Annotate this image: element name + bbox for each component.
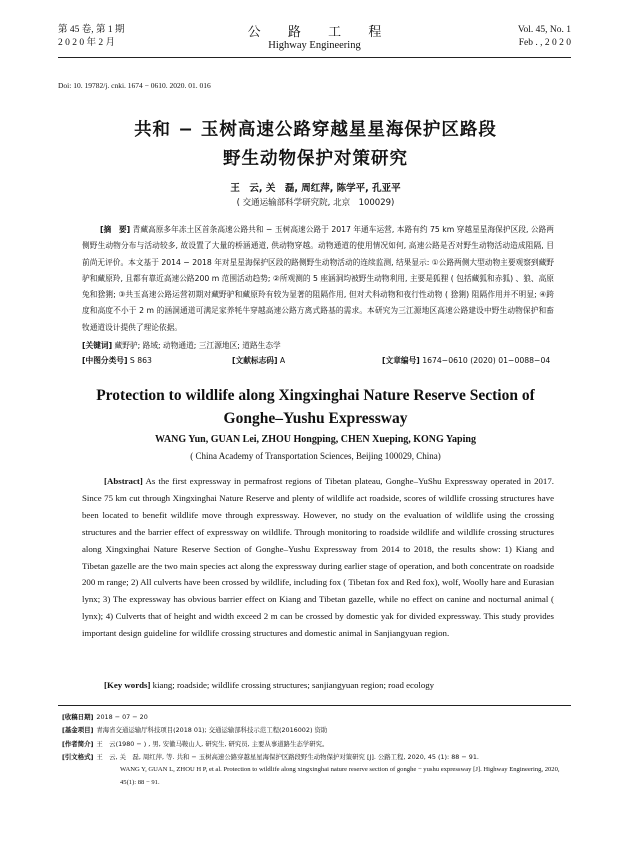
keywords-en	[82, 680, 554, 690]
clc-value: S 863	[129, 356, 152, 365]
keywords-en-label: [Key words]	[104, 680, 151, 690]
keywords-en-text: kiang; roadside; wildlife crossing structures; sanjiangyuan region; road ecology	[152, 680, 435, 690]
title-en-line2: Gonghe–Yushu Expressway	[223, 410, 408, 427]
authors-cn: 王 云, 关 磊, 周红萍, 陈学平, 孔亚平	[230, 183, 401, 194]
title-en-line1: Protection to wildlife along Xingxinghai Nature Reserve Section of	[96, 387, 535, 404]
keywords-cn	[82, 338, 554, 354]
abstract-en	[82, 473, 554, 642]
clc-label: [中图分类号]	[82, 356, 128, 365]
journal-name-cn: 公 路 工 程	[247, 24, 394, 39]
classification-cn	[82, 355, 554, 366]
keywords-cn-text: 藏野驴; 路域; 动物通道; 三江源地区; 道路生态学	[114, 341, 281, 350]
title-en	[0, 384, 631, 430]
volume-en: Vol. 45, No. 1	[517, 25, 571, 35]
doc-code-value: A	[279, 356, 286, 365]
footnote-divider	[58, 705, 571, 706]
abstract-en-label: [Abstract]	[104, 476, 143, 486]
abstract-cn	[82, 222, 554, 336]
title-cn	[0, 116, 631, 174]
footnotes	[62, 711, 571, 789]
header-right	[518, 24, 571, 50]
article-no-value: 1674−0610 (2020) 01−0088−04	[422, 356, 551, 365]
footnote-fund: [基金项目] 青海省交通运输厅科技项目(2018 01); 交通运输部科技示范工程(2016002) 资助	[62, 726, 328, 735]
footnote-citation-cn: [引文格式] 王 云, 关 磊, 周红萍, 等. 共和 − 玉树高速公路穿越星星海保护区路段野生动物保护对策研究 [J]. 公路工程, 2020, 45 (1): 88 − 91.	[62, 752, 479, 761]
journal-header	[58, 14, 571, 58]
article-no-label: [文章编号]	[382, 356, 420, 365]
footnote-citation-en: WANG Y, GUAN L, ZHOU H P, et al. Protection to wildlife along xingxinghai nature reserve section of gonghe − yushu expressway [J]. Highway Engineering, 2020, 45(1): 88 − 91.	[120, 766, 560, 786]
doc-code-label: [文献标志码]	[232, 356, 278, 365]
journal-name-en: Highway Engineering	[268, 40, 361, 51]
footnote-author: [作者简介] 王 云(1980 − ) , 男, 安徽马鞍山人, 研究生, 研究员, 主要从事道路生态学研究。	[62, 739, 329, 748]
keywords-cn-label: [关键词]	[82, 341, 113, 350]
abstract-en-text: As the first expressway in permafrost regions of Tibetan plateau, Gonghe–YuShu Expressway operated in 2017. Since 75 km cut through Xingxinghai Nature Reserve and plenty of wildlife act roadside, scores of wildlife crossing structures have been located to benefit wildlife move through expressway. However, no study on the evaluation of wildlife using the crossing structures and the barrier effect of expressway on wildlife. Through monitoring to roadside wildlife and wildlife crossing structures along Xingxinghai Nature Reserve Section of Gonghe–Yushu Expressway from 2014 to 2018, the results show: 1) Kiang and Tibetan gazelle are the two main species act along the expressway during earlier stage of operation, and both concentrate on roadside 200 m range; 2) All culverts have been crossed by wildlife, including fox ( Tibetan fox and Red fox), wolf, Woolly hare and Eurasian lynx; 3) The expressway has obvious barrier effect on Kiang and Tibetan gazelle, while no effect on canine and nocturnal animal ( lynx); 4) Culverts that of height and width exceed 2 m can be crossed by domestic yak for divided expressway. This study provides important design guideline for wildlife crossing structures and domestic animal in Sanjiangyuan region.	[82, 476, 554, 639]
title-cn-line2: 野生动物保护对策研究	[223, 149, 408, 169]
abstract-cn-text: 青藏高原多年冻土区首条高速公路共和 − 玉树高速公路于 2017 年通车运营, 本路有约 75 km 穿越星星海保护区段, 公路两侧野生动物分布与活动较多, 故设置了大量的桥涵通道, 供动物穿越。动物通道的使用情况如何, 高速公路是否对野生动物活动造成阻隔, 目前尚无评价。本文基于 2014 − 2018 年对星星海保护区段的路侧野生动物活动的连续监测, 结果显示: ①公路两侧大型动物主要观察到藏野驴和藏原羚, 且都有靠近高速公路200 m 范围活动趋势; ②所观测的 5 座涵洞均被野生动物利用, 主要是狐狸 ( 包括藏狐和赤狐) 、狼、高原兔和猞猁; ③共玉高速公路运营初期对藏野驴和藏原羚有较为显著的阻隔作用, 但对犬科动物和夜行性动物 ( 猞猁) 阻隔作用并不明显; ④跨度和高度不小于 2 m 的涵洞通道可满足家养牦牛穿越高速公路方离式路基的需求。本研究为三江源地区高速公路建设中野生动物保护和畜牧通道设计提供了理论依据。	[82, 225, 554, 332]
date-cn: 2 0 2 0 年 2 月	[58, 38, 116, 48]
affiliation-cn: ( 交通运输部科学研究院, 北京 100029)	[236, 198, 395, 208]
doi: Doi: 10. 19782/j. cnki. 1674 − 0610. 2020. 01. 016	[58, 81, 211, 90]
title-cn-line1: 共和 − 玉树高速公路穿越星星海保护区路段	[134, 120, 497, 140]
header-center	[58, 24, 571, 52]
volume-cn: 第 45 卷, 第 1 期	[58, 25, 125, 35]
footnote-received: [收稿日期] 2018 − 07 − 20	[62, 713, 148, 721]
date-en: Feb . , 2 0 2 0	[518, 38, 571, 48]
authors-en: WANG Yun, GUAN Lei, ZHOU Hongping, CHEN Xueping, KONG Yaping	[155, 434, 476, 445]
abstract-cn-label: [摘 要]	[100, 225, 131, 234]
affiliation-en: ( China Academy of Transportation Sciences, Beijing 100029, China)	[190, 451, 441, 461]
